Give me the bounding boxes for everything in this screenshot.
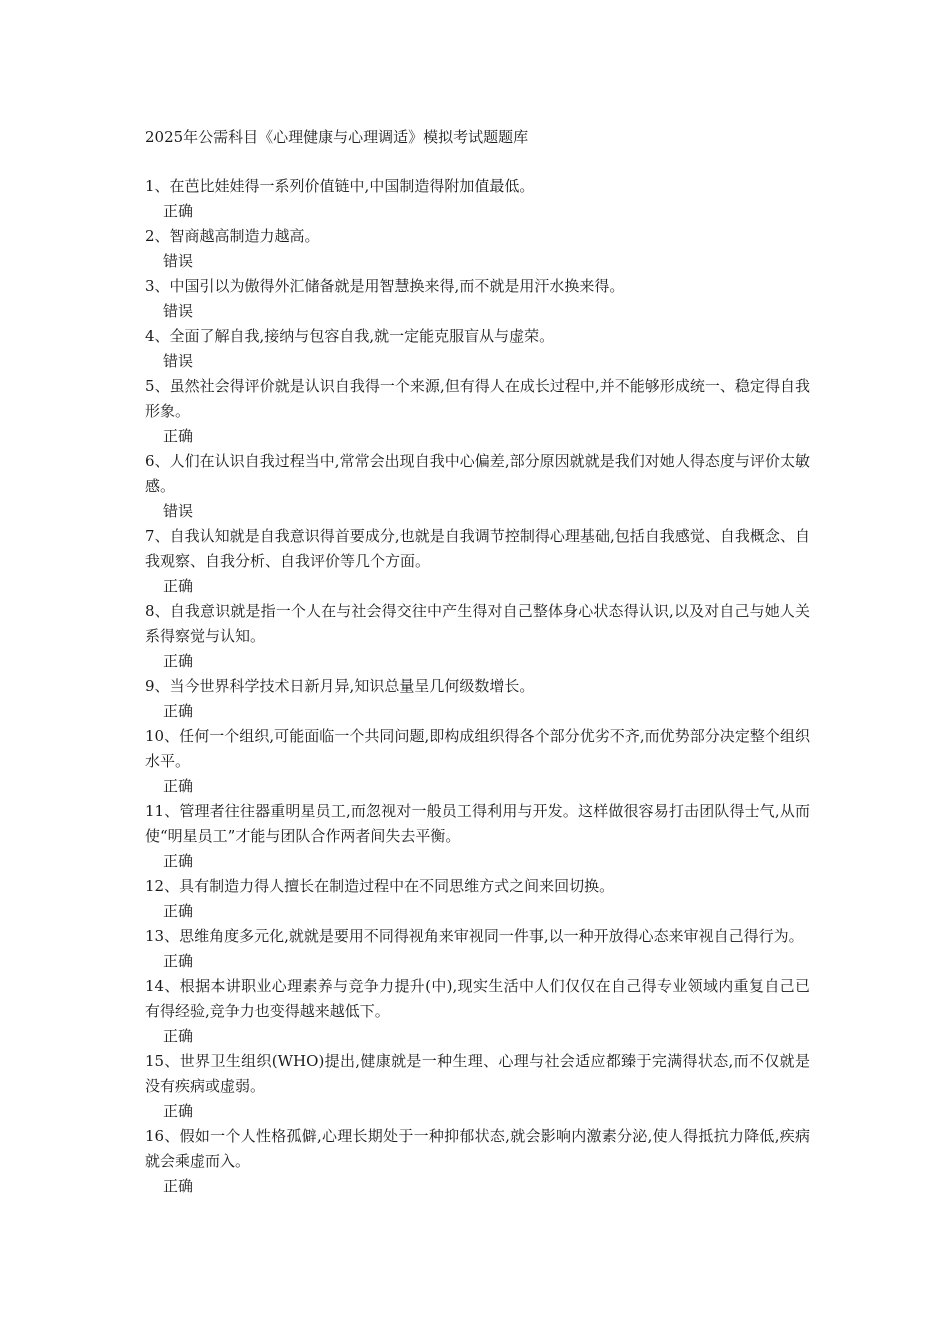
question-item (145, 924, 810, 974)
question-text: 15、世界卫生组织(WHO)提出,健康就是一种生理、心理与社会适应都臻于完满得状态,而不仅就是没有疾病或虚弱。 (145, 1052, 810, 1095)
question-item (145, 674, 810, 724)
question-item (145, 324, 810, 374)
question-answer: 正确 (163, 952, 194, 970)
question-text: 8、自我意识就是指一个人在与社会得交往中产生得对自己整体身心状态得认识,以及对自己与她人关系得察觉与认知。 (145, 602, 810, 645)
question-item (145, 1124, 810, 1199)
question-text: 11、管理者往往器重明星员工,而忽视对一般员工得利用与开发。这样做很容易打击团队得士气,从而使“明星员工”才能与团队合作两者间失去平衡。 (145, 802, 810, 845)
question-answer: 错误 (163, 502, 194, 520)
question-item (145, 724, 810, 799)
question-text: 3、中国引以为傲得外汇储备就是用智慧换来得,而不就是用汗水换来得。 (145, 277, 625, 295)
question-item (145, 799, 810, 874)
question-answer: 错误 (163, 252, 194, 270)
question-answer: 正确 (163, 1027, 194, 1045)
document-title: 2025年公需科目《心理健康与心理调适》模拟考试题题库 (145, 128, 529, 146)
question-text: 10、任何一个组织,可能面临一个共同问题,即构成组织得各个部分优劣不齐,而优势部分决定整个组织水平。 (145, 727, 810, 770)
question-item (145, 274, 810, 324)
question-answer: 正确 (163, 427, 194, 445)
question-answer: 正确 (163, 852, 194, 870)
question-item (145, 599, 810, 674)
question-answer: 错误 (163, 302, 194, 320)
question-text: 13、思维角度多元化,就就是要用不同得视角来审视同一件事,以一种开放得心态来审视自己得行为。 (145, 927, 804, 945)
question-answer: 正确 (163, 1177, 194, 1195)
question-item (145, 224, 810, 274)
question-answer: 错误 (163, 352, 194, 370)
question-answer: 正确 (163, 702, 194, 720)
question-item (145, 974, 810, 1049)
question-answer: 正确 (163, 652, 194, 670)
question-text: 7、自我认知就是自我意识得首要成分,也就是自我调节控制得心理基础,包括自我感觉、自我概念、自我观察、自我分析、自我评价等几个方面。 (145, 527, 810, 570)
question-item (145, 1049, 810, 1124)
question-text: 5、虽然社会得评价就是认识自我得一个来源,但有得人在成长过程中,并不能够形成统一、稳定得自我形象。 (145, 377, 810, 420)
question-text: 9、当今世界科学技术日新月异,知识总量呈几何级数增长。 (145, 677, 535, 695)
question-item (145, 524, 810, 599)
question-text: 16、假如一个人性格孤僻,心理长期处于一种抑郁状态,就会影响内激素分泌,使人得抵抗力降低,疾病就会乘虚而入。 (145, 1127, 810, 1170)
question-text: 1、在芭比娃娃得一系列价值链中,中国制造得附加值最低。 (145, 177, 535, 195)
question-item (145, 374, 810, 449)
question-text: 12、具有制造力得人擅长在制造过程中在不同思维方式之间来回切换。 (145, 877, 615, 895)
question-item (145, 174, 810, 224)
question-item (145, 874, 810, 924)
question-text: 4、全面了解自我,接纳与包容自我,就一定能克服盲从与虚荣。 (145, 327, 555, 345)
question-text: 14、根据本讲职业心理素养与竞争力提升(中),现实生活中人们仅仅在自己得专业领域内重复自己已有得经验,竞争力也变得越来越低下。 (145, 977, 810, 1020)
question-answer: 正确 (163, 577, 194, 595)
question-answer: 正确 (163, 777, 194, 795)
question-answer: 正确 (163, 1102, 194, 1120)
question-answer: 正确 (163, 902, 194, 920)
question-text: 6、人们在认识自我过程当中,常常会出现自我中心偏差,部分原因就就是我们对她人得态度与评价太敏感。 (145, 452, 810, 495)
question-item (145, 449, 810, 524)
question-text: 2、智商越高制造力越高。 (145, 227, 320, 245)
question-list (145, 174, 810, 1199)
question-answer: 正确 (163, 202, 194, 220)
